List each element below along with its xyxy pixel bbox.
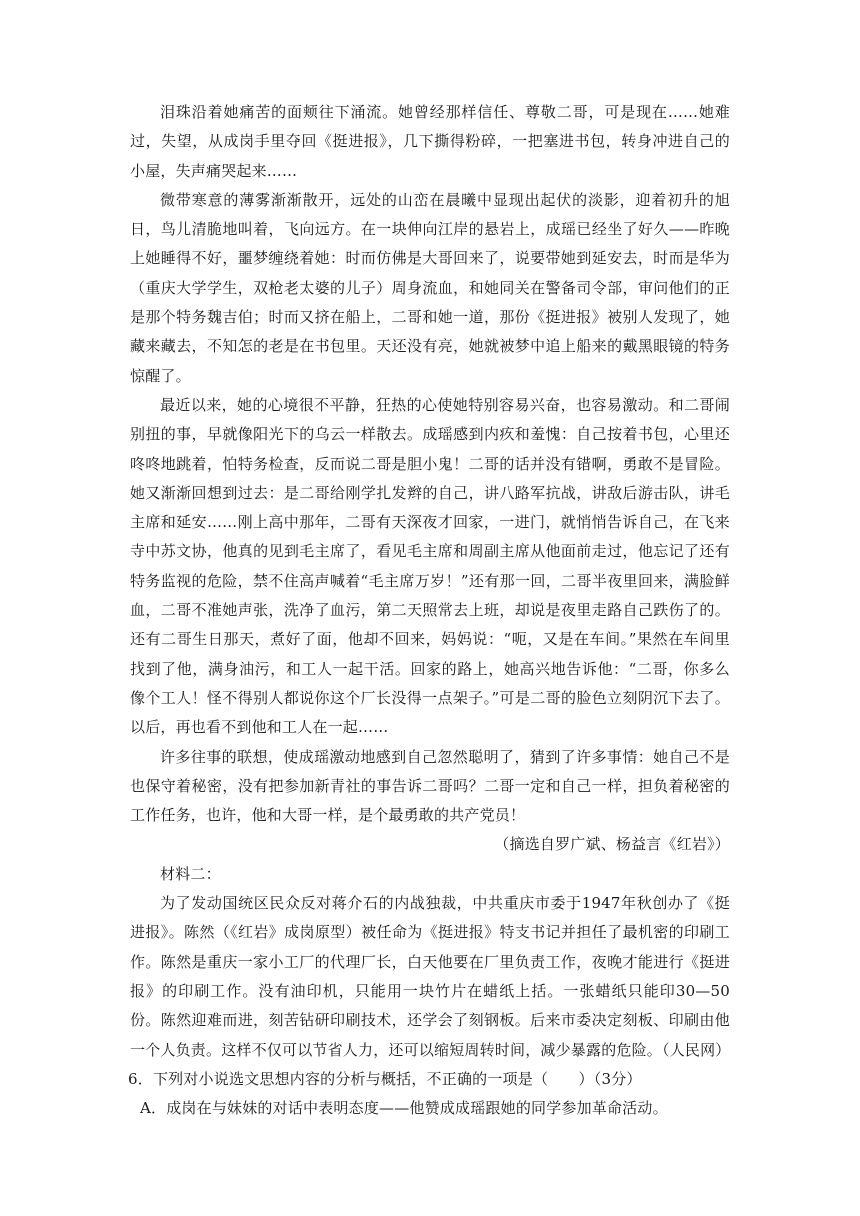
document-body	[130, 98, 730, 1123]
passage1-paragraph-2: 微带寒意的薄雾渐渐散开，远处的山峦在晨曦中显现出起伏的淡影，迎着初升的旭日，鸟儿清脆地叫着，飞向远方。在一块伸向江岸的悬岩上，成瑶已经坐了好久——昨晚上她睡得不好，噩梦缠绕着她：时而仿佛是大哥回来了，说要带她到延安去，时而是华为（重庆大学学生，双枪老太婆的儿子）周身流血，和她同关在警备司令部，审问他们的正是那个特务魏吉伯；时而又挤在船上，二哥和她一道，那份《挺进报》被别人发现了，她藏来藏去，不知怎的老是在书包里。天还没有亮，她就被梦中追上船来的戴黑眼镜的特务惊醒了。	[130, 190, 730, 385]
material-2-paragraph: 为了发动国统区民众反对蒋介石的内战独裁，中共重庆市委于1947年秋创办了《挺进报》。陈然（《红岩》成岗原型）被任命为《挺进报》特支书记并担任了最机密的印刷工作。陈然是重庆一家小工厂的代理厂长，白天他要在厂里负责工作，夜晚才能进行《挺进报》的印刷工作。没有油印机，只能用一块竹片在蜡纸上括。一张蜡纸只能印30—50份。陈然迎难而进，刻苦钻研印刷技术，还学会了刻钢板。后来市委决定刻板、印刷由他一个人负责。这样不仅可以节省人力，还可以缩短周转时间，减少暴露的危险。（人民网）	[130, 894, 731, 1059]
passage1-source-citation: （摘选自罗广斌、杨益言《红岩》）	[494, 835, 730, 854]
question-6-option-a: A．成岗在与妹妹的对话中表明态度——他赞成成瑶跟她的同学参加革命活动。	[140, 1099, 668, 1118]
passage1-paragraph-1: 泪珠沿着她痛苦的面颊往下涌流。她曾经那样信任、尊敬二哥，可是现在……她难过，失望，从成岗手里夺回《挺进报》，几下撕得粉碎，一把塞进书包，转身冲进自己的小屋，失声痛哭起来……	[130, 103, 730, 180]
question-6-stem: 6．下列对小说选文思想内容的分析与概括，不正确的一项是（ ）（3分）	[128, 1069, 642, 1088]
passage1-paragraph-3: 最近以来，她的心境很不平静，狂热的心使她特别容易兴奋，也容易激动。和二哥闹别扭的事，早就像阳光下的乌云一样散去。成瑶感到内疚和羞愧：自己按着书包，心里还咚咚地跳着，怕特务检查，反而说二哥是胆小鬼！二哥的话并没有错啊，勇敢不是冒险。她又渐渐回想到过去：是二哥给刚学扎发辫的自己，讲八路军抗战，讲敌后游击队，讲毛主席和延安……刚上高中那年，二哥有天深夜才回家，一进门，就悄悄告诉自己，在飞来寺中苏文协，他真的见到毛主席了，看见毛主席和周副主席从他面前走过，他忘记了还有特务监视的危险，禁不住高声喊着“毛主席万岁！”还有那一回，二哥半夜里回来，满脸鲜血，二哥不准她声张，洗净了血污，第二天照常去上班，却说是夜里走路自己跌伤了的。还有二哥生日那天，煮好了面，他却不回来，妈妈说：“呃，又是在车间。”果然在车间里找到了他，满身油污，和工人一起干活。回家的路上，她高兴地告诉他：“二哥，你多么像个工人！怪不得别人都说你这个厂长没得一点架子。”可是二哥的脸色立刻阴沉下去了。以后，再也看不到他和工人在一起……	[130, 395, 730, 737]
material-2-label: 材料二：	[160, 864, 221, 883]
passage1-paragraph-4: 许多往事的联想，使成瑶激动地感到自己忽然聪明了，猜到了许多事情：她自己不是也保守着秘密，没有把参加新青社的事告诉二哥吗？二哥一定和自己一样，担负着秘密的工作任务，也许，他和大哥一样，是个最勇敢的共产党员！	[130, 747, 730, 825]
